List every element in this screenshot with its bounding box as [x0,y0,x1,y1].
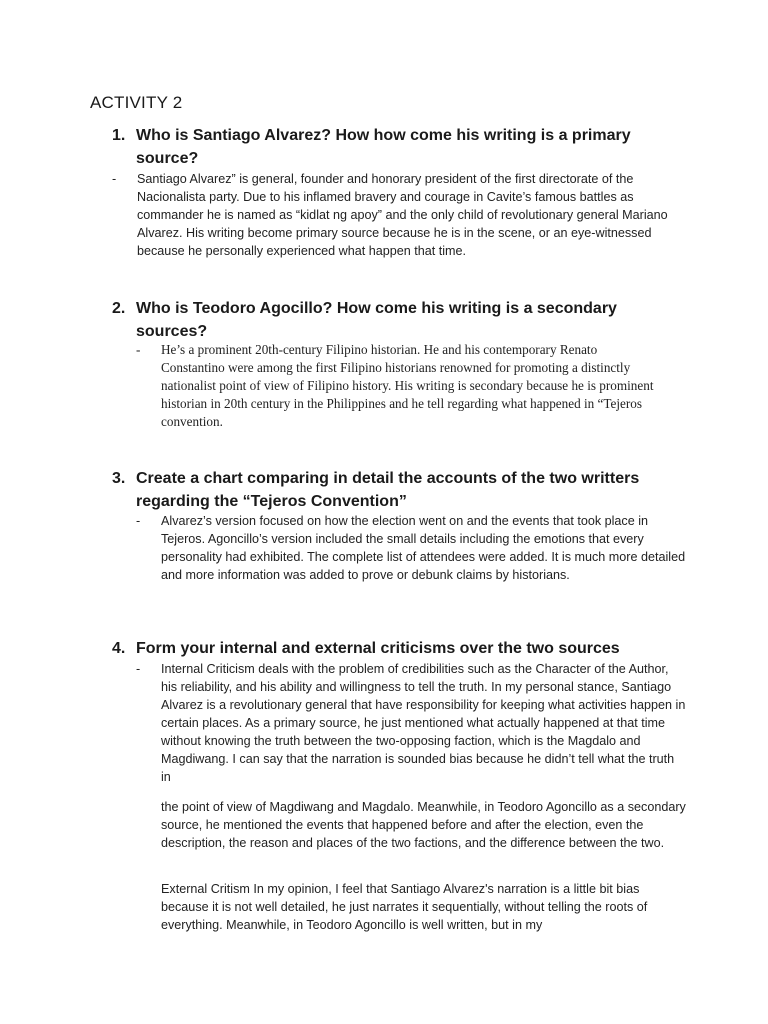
bullet-dash: - [136,342,141,357]
answer-text: Alvarez’s version focused on how the election went on and the events that took place in Tejeros. Agoncillo’s version included the small details including the emotions that every personality had exhibited. The complete list of attendees were added. It is much more detailed and more information was added to prove or debunk claims by historians. [161,514,686,582]
answer-2 [136,341,656,431]
bullet-dash: - [136,662,141,676]
question-number: 3. [112,470,126,487]
question-number: 4. [112,640,126,657]
activity-title: ACTIVITY 2 [90,93,183,112]
answer-4-external [136,880,686,934]
answer-text-internal: Internal Criticism deals with the problem of credibilities such as the Character of the Author, his reliability, and his ability and willingness to tell the truth. In my personal stance, Santiago Alvarez is a revolutionary general that have responsibility for keeping what activities happen in certain places. As a primary source, he just mentioned what actually happened at that time without knowing the truth between the two-opposing faction, which is the Magdalo and Magdiwang. I can say that the narration is sounded bias because he didn’t tell what the truth in [161,662,686,784]
question-text: Create a chart comparing in detail the accounts of the two writters regarding the “Tejeros Convention” [136,470,640,510]
question-number: 2. [112,300,126,317]
answer-text: He’s a prominent 20th-century Filipino historian. He and his contemporary Renato Constantino were among the first Filipino historians renowned for promoting a distinctly nationalist point of view of Filipino history. His writing is secondary because he is prominent historian in 20th century in the Philippines and he tell regarding what happened in “Tejeros convention. [161,342,654,429]
question-text: Who is Santiago Alvarez? How how come his writing is a primary source? [136,127,631,167]
question-2 [112,297,672,343]
question-text: Who is Teodoro Agocillo? How come his writing is a secondary sources? [136,300,617,340]
answer-3 [136,512,686,584]
answer-4 [136,660,686,786]
question-4 [112,637,672,660]
answer-text-continued: the point of view of Magdiwang and Magdalo. Meanwhile, in Teodoro Agoncillo as a secondary source, he mentioned the events that happened before and after the election, even the description, the reason and places of the two factions, and the difference between the two. [161,800,686,850]
answer-1 [112,170,687,260]
answer-text: Santiago Alvarez” is general, founder and honorary president of the first directorate of the Nacionalista party. Due to his inflamed bravery and courage in Cavite’s famous battles as commander he is named as “kidlat ng apoy” and the only child of revolutionary general Mariano Alvarez. His writing become primary source because he is in the scene, or an eye-witnessed because he personally experienced what happen that time. [137,172,668,258]
question-text: Form your internal and external criticisms over the two sources [136,640,620,657]
question-3 [112,467,672,513]
answer-text-external: External Critism In my opinion, I feel that Santiago Alvarez's narration is a little bit bias because it is not well detailed, he just narrates it sequentially, without telling the roots of everything. Meanwhile, in Teodoro Agoncillo is well written, but in my [161,882,648,932]
question-1 [112,124,672,170]
bullet-dash: - [112,172,117,186]
question-number: 1. [112,127,126,144]
answer-4-continued [136,798,686,852]
bullet-dash: - [136,514,141,528]
